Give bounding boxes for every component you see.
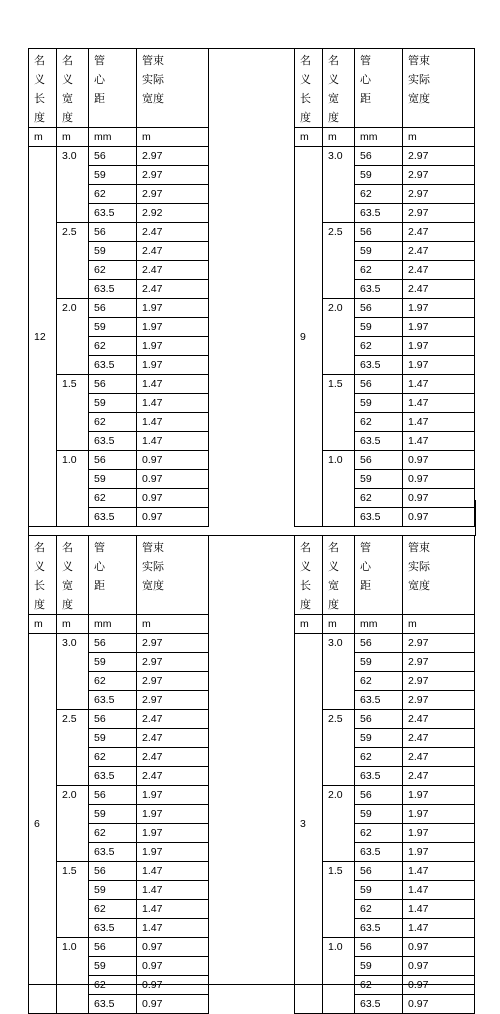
spec-table [28,48,209,527]
nominal-width-cell: 1.0 [323,938,355,1014]
header-char: 义 [34,73,45,86]
header-row [29,49,209,128]
bundle-width-cell: 2.47 [403,223,475,242]
bundle-width-cell: 1.47 [137,881,209,900]
header-char: 度 [328,598,339,611]
pitch-cell: 59 [355,729,403,748]
bundle-width-cell: 0.97 [137,489,209,508]
nominal-width-cell: 3.0 [323,634,355,710]
bundle-width-cell: 1.47 [137,919,209,938]
pitch-cell: 56 [355,938,403,957]
pitch-header [355,49,403,128]
header-char: 义 [328,560,339,573]
bundle-width-cell: 2.97 [137,634,209,653]
bundle-width-cell: 2.97 [403,166,475,185]
bundle-width-cell: 2.97 [137,185,209,204]
pitch-cell: 62 [355,185,403,204]
bundle-width-cell: 2.47 [403,710,475,729]
header-char: 宽度 [142,579,164,592]
header-char: 心 [360,560,371,573]
bundle-width-cell: 0.97 [137,995,209,1014]
header-char: 义 [300,73,311,86]
pitch-cell: 63.5 [355,432,403,451]
pitch-cell: 59 [355,653,403,672]
header-char: 名 [34,54,45,67]
bundle-width-cell: 1.47 [137,394,209,413]
pitch-cell: 56 [355,862,403,881]
header-char: 度 [300,598,311,611]
pitch-header [355,536,403,615]
header-char: 管 [360,541,371,554]
bundle-width-cell: 1.97 [137,356,209,375]
header-char: 距 [360,92,371,105]
bundle-width-cell: 2.47 [137,242,209,261]
nominal-width-header [323,536,355,615]
pitch-cell: 59 [89,470,137,489]
pitch-cell: 62 [89,413,137,432]
spec-table [294,48,475,527]
pitch-cell: 59 [355,470,403,489]
header-char: 实际 [142,560,164,573]
bundle-width-cell: 0.97 [403,995,475,1014]
bundle-width-header [403,536,475,615]
unit-cell: m [295,615,323,634]
pitch-cell: 62 [89,748,137,767]
pitch-cell: 63.5 [355,691,403,710]
pitch-cell: 63.5 [89,767,137,786]
table-row [295,634,475,653]
header-char: 管 [94,54,105,67]
pitch-cell: 62 [355,748,403,767]
units-row [295,615,475,634]
header-char: 名 [328,541,339,554]
header-char: 管 [94,541,105,554]
unit-cell: m [403,128,475,147]
nominal-width-cell: 3.0 [323,147,355,223]
bundle-width-header [137,49,209,128]
nominal-width-cell: 2.0 [323,786,355,862]
header-char: 度 [34,598,45,611]
header-char: 度 [328,111,339,124]
bundle-width-cell: 2.47 [137,767,209,786]
nominal-length-cell: 9 [295,147,323,527]
bundle-width-cell: 1.47 [403,881,475,900]
bundle-width-cell: 1.47 [137,375,209,394]
header-char: 管束 [142,541,164,554]
bundle-width-cell: 2.47 [403,729,475,748]
bundle-width-cell: 1.47 [137,900,209,919]
pitch-cell: 63.5 [355,767,403,786]
bundle-width-cell: 2.47 [403,748,475,767]
pitch-cell: 63.5 [355,508,403,527]
bundle-width-cell: 2.47 [137,280,209,299]
bundle-width-cell: 2.97 [403,204,475,223]
pitch-cell: 63.5 [355,356,403,375]
header-char: 义 [62,560,73,573]
pitch-cell: 56 [89,710,137,729]
nominal-width-header [57,536,89,615]
pitch-cell: 56 [355,223,403,242]
header-char: 长 [300,92,311,105]
pitch-cell: 63.5 [89,691,137,710]
header-char: 宽度 [408,579,430,592]
nominal-width-cell: 1.5 [323,375,355,451]
pitch-cell: 63.5 [89,356,137,375]
bundle-width-cell: 0.97 [403,938,475,957]
header-char: 宽度 [142,92,164,105]
bundle-width-cell: 1.97 [403,843,475,862]
nominal-width-cell: 2.5 [57,710,89,786]
pitch-cell: 59 [355,394,403,413]
header-char: 长 [34,579,45,592]
pitch-cell: 56 [89,451,137,470]
pitch-cell: 62 [89,900,137,919]
pitch-cell: 62 [355,413,403,432]
pitch-cell: 56 [355,634,403,653]
bundle-width-cell: 1.47 [403,432,475,451]
bundle-width-cell: 2.47 [137,729,209,748]
pitch-cell: 62 [355,976,403,995]
header-char: 义 [328,73,339,86]
header-char: 宽 [328,579,339,592]
pitch-cell: 56 [355,786,403,805]
header-char: 名 [300,541,311,554]
nominal-length-header [29,49,57,128]
pitch-cell: 56 [89,375,137,394]
bundle-width-cell: 0.97 [403,957,475,976]
nominal-width-header [57,49,89,128]
nominal-width-cell: 1.5 [57,375,89,451]
nominal-width-cell: 2.0 [323,299,355,375]
bundle-width-cell: 0.97 [137,957,209,976]
table-row [295,147,475,166]
bundle-width-cell: 0.97 [403,470,475,489]
header-char: 实际 [408,560,430,573]
bundle-width-cell: 2.47 [137,748,209,767]
bundle-width-cell: 2.92 [137,204,209,223]
unit-cell: mm [89,128,137,147]
bundle-width-cell: 1.97 [403,318,475,337]
bundle-width-cell: 2.97 [403,634,475,653]
pitch-cell: 62 [355,824,403,843]
header-char: 实际 [142,73,164,86]
bundle-width-cell: 0.97 [403,508,475,527]
pitch-cell: 63.5 [89,995,137,1014]
pitch-cell: 59 [355,881,403,900]
bundle-width-cell: 1.47 [137,432,209,451]
pitch-cell: 63.5 [355,919,403,938]
bundle-width-cell: 1.97 [137,299,209,318]
unit-cell: mm [355,615,403,634]
bundle-width-cell: 1.47 [403,919,475,938]
pitch-cell: 62 [355,337,403,356]
nominal-width-cell: 1.5 [323,862,355,938]
pitch-cell: 56 [89,938,137,957]
nominal-width-cell: 2.5 [323,710,355,786]
bundle-width-cell: 0.97 [403,489,475,508]
header-char: 度 [62,111,73,124]
header-char: 管束 [142,54,164,67]
pitch-cell: 59 [355,805,403,824]
pitch-cell: 62 [89,824,137,843]
bundle-width-cell: 1.97 [137,318,209,337]
pitch-cell: 62 [89,337,137,356]
units-row [29,128,209,147]
bundle-width-cell: 1.47 [403,413,475,432]
pitch-cell: 59 [355,166,403,185]
bundle-width-cell: 1.97 [403,805,475,824]
pitch-cell: 59 [89,805,137,824]
pitch-cell: 59 [355,318,403,337]
pitch-cell: 56 [89,147,137,166]
pitch-cell: 59 [89,318,137,337]
pitch-cell: 59 [355,242,403,261]
bundle-width-header [403,49,475,128]
pitch-cell: 62 [89,976,137,995]
nominal-length-header [295,536,323,615]
header-row [295,536,475,615]
unit-cell: m [57,128,89,147]
header-char: 名 [34,541,45,554]
bundle-width-cell: 1.47 [137,413,209,432]
nominal-length-header [29,536,57,615]
bundle-width-cell: 2.47 [137,261,209,280]
pitch-cell: 63.5 [89,919,137,938]
header-char: 名 [62,54,73,67]
bundle-width-cell: 0.97 [137,976,209,995]
pitch-cell: 59 [89,653,137,672]
unit-cell: m [57,615,89,634]
pitch-cell: 63.5 [89,508,137,527]
pitch-cell: 63.5 [355,280,403,299]
header-char: 长 [34,92,45,105]
pitch-cell: 62 [89,672,137,691]
nominal-width-cell: 1.0 [323,451,355,527]
header-char: 名 [62,541,73,554]
pitch-cell: 63.5 [89,280,137,299]
pitch-cell: 63.5 [89,843,137,862]
nominal-width-cell: 3.0 [57,634,89,710]
bundle-width-cell: 1.47 [403,862,475,881]
nominal-width-cell: 1.5 [57,862,89,938]
header-char: 距 [94,579,105,592]
header-row [29,536,209,615]
bundle-width-cell: 2.47 [403,767,475,786]
bundle-width-cell: 2.97 [137,653,209,672]
nominal-width-cell: 3.0 [57,147,89,223]
bundle-width-cell: 0.97 [403,451,475,470]
unit-cell: m [137,128,209,147]
bundle-width-cell: 2.47 [137,710,209,729]
bundle-width-cell: 1.47 [137,862,209,881]
header-char: 义 [62,73,73,86]
header-char: 宽 [62,92,73,105]
bundle-width-cell: 2.97 [137,672,209,691]
nominal-length-cell: 6 [29,634,57,1014]
bundle-width-cell: 2.47 [403,280,475,299]
pitch-cell: 59 [89,881,137,900]
header-char: 距 [94,92,105,105]
bundle-width-cell: 0.97 [137,451,209,470]
pitch-cell: 62 [89,489,137,508]
bundle-width-cell: 0.97 [137,938,209,957]
header-char: 长 [300,579,311,592]
bundle-width-cell: 2.97 [403,691,475,710]
nominal-length-cell: 3 [295,634,323,1014]
unit-cell: m [29,128,57,147]
header-char: 义 [34,560,45,573]
pitch-cell: 59 [89,729,137,748]
nominal-width-cell: 2.0 [57,786,89,862]
nominal-width-cell: 2.0 [57,299,89,375]
pitch-header [89,49,137,128]
bundle-width-cell: 1.97 [403,786,475,805]
bundle-width-cell: 2.97 [403,653,475,672]
unit-cell: m [29,615,57,634]
header-char: 宽度 [408,92,430,105]
pitch-header [89,536,137,615]
pitch-cell: 59 [355,957,403,976]
bundle-width-cell: 1.97 [137,786,209,805]
header-char: 名 [328,54,339,67]
pitch-cell: 63.5 [355,995,403,1014]
bundle-width-cell: 1.47 [403,900,475,919]
bundle-width-cell: 1.97 [403,824,475,843]
bundle-width-cell: 1.97 [137,337,209,356]
bundle-width-cell: 1.97 [137,805,209,824]
bundle-width-cell: 1.97 [137,824,209,843]
pitch-cell: 56 [89,299,137,318]
pitch-cell: 56 [355,451,403,470]
pitch-cell: 62 [355,900,403,919]
pitch-cell: 63.5 [355,843,403,862]
bundle-width-cell: 2.97 [137,691,209,710]
pitch-cell: 59 [89,957,137,976]
pitch-cell: 62 [89,185,137,204]
nominal-width-cell: 1.0 [57,938,89,1014]
header-char: 度 [300,111,311,124]
bundle-width-cell: 2.47 [403,261,475,280]
unit-cell: m [137,615,209,634]
spec-table [28,535,209,1014]
bundle-width-cell: 2.97 [137,166,209,185]
bundle-width-cell: 1.97 [403,337,475,356]
bundle-width-cell: 1.97 [137,843,209,862]
nominal-width-header [323,49,355,128]
unit-cell: m [403,615,475,634]
header-char: 名 [300,54,311,67]
pitch-cell: 56 [355,710,403,729]
pitch-cell: 59 [89,166,137,185]
pitch-cell: 56 [355,375,403,394]
header-char: 度 [62,598,73,611]
header-char: 管束 [408,54,430,67]
pitch-cell: 62 [355,489,403,508]
nominal-width-cell: 2.5 [57,223,89,299]
bundle-width-cell: 0.97 [137,508,209,527]
bundle-width-cell: 1.97 [403,299,475,318]
header-char: 管 [360,54,371,67]
header-row [295,49,475,128]
pitch-cell: 62 [89,261,137,280]
header-char: 度 [34,111,45,124]
pitch-cell: 63.5 [355,204,403,223]
pitch-cell: 63.5 [89,432,137,451]
pitch-cell: 62 [355,672,403,691]
header-char: 宽 [328,92,339,105]
pitch-cell: 56 [89,223,137,242]
header-char: 宽 [62,579,73,592]
bundle-width-cell: 2.97 [403,185,475,204]
bundle-width-cell: 0.97 [137,470,209,489]
bundle-width-header [137,536,209,615]
unit-cell: m [323,615,355,634]
bundle-width-cell: 0.97 [403,976,475,995]
pitch-cell: 62 [355,261,403,280]
spec-table [294,535,475,1014]
bundle-width-cell: 2.97 [137,147,209,166]
header-char: 管束 [408,541,430,554]
units-row [295,128,475,147]
header-char: 实际 [408,73,430,86]
table-row [29,634,209,653]
table-row [29,147,209,166]
nominal-length-cell: 12 [29,147,57,527]
pitch-cell: 56 [355,299,403,318]
bundle-width-cell: 2.47 [403,242,475,261]
header-char: 义 [300,560,311,573]
pitch-cell: 59 [89,242,137,261]
header-char: 心 [94,73,105,86]
bundle-width-cell: 1.47 [403,394,475,413]
unit-cell: mm [355,128,403,147]
pitch-cell: 56 [89,786,137,805]
header-char: 心 [360,73,371,86]
header-char: 心 [94,560,105,573]
units-row [29,615,209,634]
bundle-width-cell: 1.47 [403,375,475,394]
unit-cell: mm [89,615,137,634]
pitch-cell: 56 [89,862,137,881]
nominal-width-cell: 2.5 [323,223,355,299]
nominal-length-header [295,49,323,128]
nominal-width-cell: 1.0 [57,451,89,527]
unit-cell: m [323,128,355,147]
pitch-cell: 59 [89,394,137,413]
unit-cell: m [295,128,323,147]
pitch-cell: 56 [89,634,137,653]
bundle-width-cell: 2.47 [137,223,209,242]
header-char: 距 [360,579,371,592]
bundle-width-cell: 2.97 [403,672,475,691]
bundle-width-cell: 2.97 [403,147,475,166]
pitch-cell: 56 [355,147,403,166]
pitch-cell: 63.5 [89,204,137,223]
bundle-width-cell: 1.97 [403,356,475,375]
